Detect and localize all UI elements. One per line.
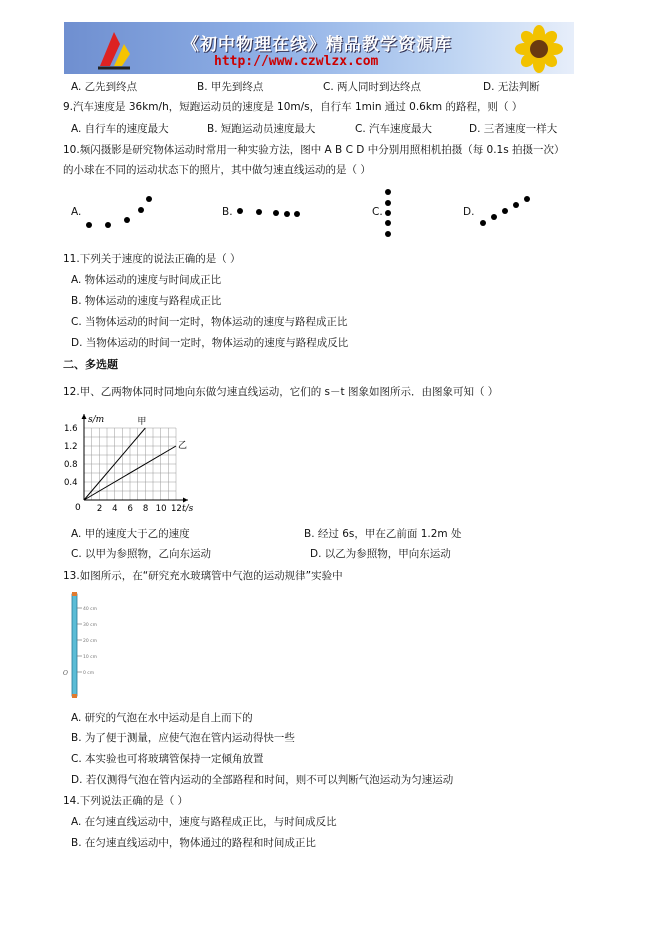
glass-tube [72,594,77,696]
q12-st-chart [60,405,210,520]
x-tick-label: 10 [155,504,167,514]
q11-option-b: B. 物体运动的速度与路程成正比 [71,295,222,307]
ball [480,220,486,226]
ball [385,189,391,195]
q11-option-c: C. 当物体运动的时间一定时，物体运动的速度与路程成正比 [71,316,348,328]
q13-option-a: A. 研究的气泡在水中运动是自上而下的 [71,712,253,724]
y-axis-arrow [82,414,87,419]
x-axis-label: t/s [182,504,194,514]
ball [385,220,391,226]
q10-figure-a [80,190,160,235]
q9-option-c: C. 汽车速度最大 [355,123,433,135]
q12-stem: 12.甲、乙两物体同时同地向东做匀速直线运动，它们的 s－t 图象如图所示．由图象可知（ ） [63,386,499,398]
banner-title: 《初中物理在线》精品教学资源库 [182,35,452,55]
tube-top-cap [72,592,77,596]
tube-bottom-cap [72,694,77,698]
header-banner [64,22,574,74]
ball [294,211,300,217]
x-tick-label: 2 [96,504,103,514]
x-tick-label: 6 [127,504,133,514]
ball [273,210,279,216]
ball [524,196,530,202]
glass-tube-figure [60,590,110,702]
tube-mark: 20 cm [83,639,98,644]
ball [385,231,391,237]
y-tick-label: 0.4 [64,478,78,488]
q8-option-c: C. 两人同时到达终点 [323,81,422,93]
q11-stem: 11.下列关于速度的说法正确的是（ ） [63,253,241,265]
y-tick-label: 0.8 [64,460,78,470]
q8-option-d: D. 无法判断 [483,81,540,93]
q10-label-a: A. [71,206,82,218]
ball [237,208,243,214]
q8-option-a: A. 乙先到终点 [71,81,138,93]
ball [385,210,391,216]
series-label: 甲 [137,417,147,427]
tube-mark: 0 cm [83,671,95,676]
q9-stem: 9.汽车速度是 36km/h，短跑运动员的速度是 10m/s，自行车 1min 通过 0.6km 的路程，则（ ） [63,101,523,113]
q13-option-c: C. 本实验也可将玻璃管保持一定倾角放置 [71,753,264,765]
q12-option-c: C. 以甲为参照物，乙向东运动 [71,548,212,560]
ball [124,217,130,223]
x-tick-labels [97,504,182,514]
q9-option-a: A. 自行车的速度最大 [71,123,169,135]
q14-stem: 14.下列说法正确的是（ ） [63,795,189,807]
q10-label-d: D. [463,206,475,218]
x-tick-label: 4 [112,504,118,514]
ball [513,202,519,208]
q10-figure-d [475,190,537,230]
tube-mark: 40 cm [83,607,98,612]
ball [138,207,144,213]
q10-figure-c [380,186,396,240]
q12-option-d: D. 以乙为参照物，甲向东运动 [310,548,451,560]
section-heading-multiple-choice: 二、多选题 [63,358,118,371]
q10-stem-line2: 的小球在不同的运动状态下的照片，其中做匀速直线运动的是（ ） [63,164,371,176]
series-label: 乙 [178,441,188,451]
q9-option-d: D. 三者速度一样大 [469,123,558,135]
q14-option-b: B. 在匀速直线运动中，物体通过的路程和时间成正比 [71,837,316,849]
q14-option-a: A. 在匀速直线运动中，速度与路程成正比，与时间成反比 [71,816,337,828]
tube-mark: 10 cm [83,655,98,660]
q10-stem-line1: 10.频闪摄影是研究物体运动时常用一种实验方法，图中 A B C D 中分别用照相机拍摄（每 0.1s 拍摄一次） [63,144,565,156]
ball [284,211,290,217]
tube-origin-label: O [63,670,68,677]
chart-grid [84,428,176,500]
chart-axes [82,414,189,503]
y-tick-labels [64,424,78,488]
ball [491,214,497,220]
banner-url[interactable]: http://www.czwlzx.com [214,54,379,69]
y-tick-label: 1.6 [64,424,78,434]
q10-figure-b [230,200,305,222]
q12-option-b: B. 经过 6s，甲在乙前面 1.2m 处 [304,528,462,540]
q11-option-d: D. 当物体运动的时间一定时，物体运动的速度与路程成反比 [71,337,349,349]
q8-option-b: B. 甲先到终点 [197,81,264,93]
q10-label-c: C. [372,206,383,218]
x-tick-label: 12 [171,504,182,514]
y-tick-label: 1.2 [64,442,78,452]
y-axis-label: s/m [88,415,105,425]
ball [86,222,92,228]
ball [502,208,508,214]
ball [385,200,391,206]
q9-option-b: B. 短跑运动员速度最大 [207,123,316,135]
site-logo-icon [94,26,134,70]
tube-mark: 30 cm [83,623,98,628]
ball [105,222,111,228]
ball [146,196,152,202]
ball [256,209,262,215]
q13-stem: 13.如图所示，在“研究充水玻璃管中气泡的运动规律”实验中 [63,570,343,582]
sunflower-icon [509,24,569,74]
q13-option-d: D. 若仅测得气泡在管内运动的全部路程和时间，则不可以判断气泡运动为匀速运动 [71,774,454,786]
origin-label: 0 [75,503,81,513]
x-tick-label: 8 [142,504,149,514]
x-axis-arrow [183,498,188,503]
q13-option-b: B. 为了便于测量，应使气泡在管内运动得快一些 [71,732,295,744]
q10-label-b: B. [222,206,233,218]
q11-option-a: A. 物体运动的速度与时间成正比 [71,274,222,286]
q12-option-a: A. 甲的速度大于乙的速度 [71,528,190,540]
